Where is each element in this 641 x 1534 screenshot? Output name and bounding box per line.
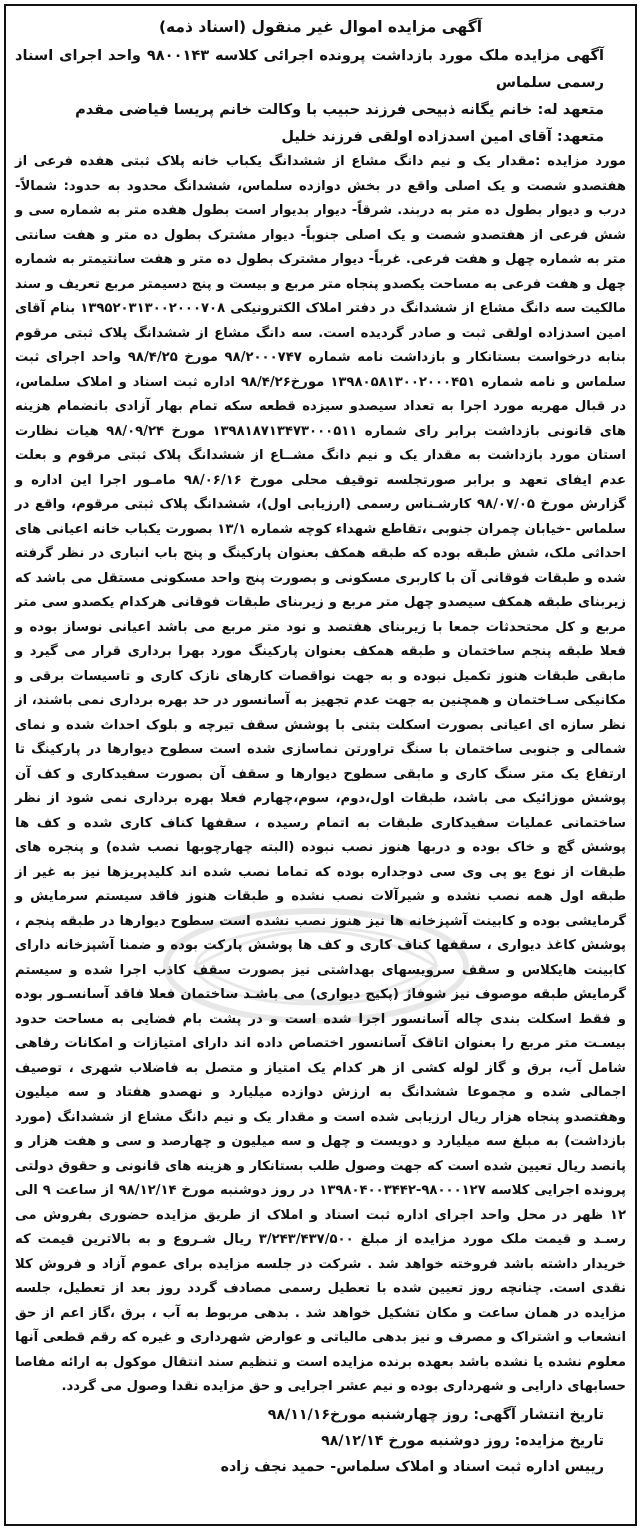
auction-date: تاریخ مزایده: روز دوشنبه مورخ ۹۸/۱۲/۱۴ (321, 1432, 604, 1449)
notice-footer (15, 1402, 626, 1480)
obligee-line: متعهد له: خانم یگانه ذبیحی فرزند حبیب با وکالت خانم پریسا فیاضی مقدم (75, 101, 604, 118)
obligor-line: متعهد: آقای امین اسدزاده اولقی فرزند خلیل (281, 128, 604, 145)
notice-title: آگهی مزایده اموال غیر منقول (اسناد ذمه) (158, 18, 483, 36)
publish-date: تاریخ انتشار آگهی: روز چهارشنبه مورخ۹۸/۱۱/۱۶ (267, 1406, 604, 1423)
notice-page (4, 4, 637, 1526)
notice-body: مورد مزایده :مقدار یک و نیم دانگ مشاع از ششدانگ یکباب خانه پلاک ثبتی هفده فرعی از هفتصدو شصت و یک اصلی واقع در بخش دوازده سلماس، ششدانگ محدود به حدود: شمالاً- درب و دیوار بطول ده متر به دربند. شرقاً- دیوار بدیوار است بطول هفده متر به شماره سی و شش فرعی از هفتصدو شصت و یک اصلی جنوباً- دیوار مشترک بطول ده متر و هفت سانتی متر به شماره چهل و هفت فرعی. غرباً- دیوار مشترک بطول ده متر و هفت سانتیمتر به شماره چهل و هفت فرعی به مساحت یکصدو پنجاه متر مربع و بیست و پنج دسیمتر مربع تعریف و سند مالکیت سه دانگ مشاع از ششدانگ در دفتر املاک الکترونیکی ۱۳۹۵۲۰۳۱۳۰۰۲۰۰۰۷۰۸ بنام آقای امین اسدزاده اولقی ثبت و صادر گردیده است. سه دانگ مشاع از ششدانگ پلاک ثبتی مرقوم بنابه درخواست بستانکار و بازداشت نامه شماره ۹۸/۲۰۰۰۷۴۷ مورخ ۹۸/۴/۲۵ واحد اجرای ثبت سلماس و نامه شماره ۱۳۹۸۰۵۸۱۳۰۰۲۰۰۰۴۵۱ مورخ۹۸/۴/۲۶ اداره ثبت اسناد و املاک سلماس، در قبال مهریه مورد اجرا به تعداد سیصدو سیزده قطعه سکه تمام بهار آزادی بانضمام هزینه های قانونی بازداشت برابر رای شماره ۱۳۹۸۱۸۷۱۳۴۷۳۰۰۰۵۱۱ مورخ ۹۸/۰۹/۲۴ هیات نظارت استان مورد بازداشت به مقدار یک و نیم دانگ مشــاع از ششدانگ پلاک ثبتی مرقوم و بعلت عدم ایفای تعهد و برابر صورتجلسه توقیف محلی مورخ ۹۸/۰۶/۱۶ مامـور اجرا این اداره و گزارش مورخ ۹۸/۰۷/۰۵ کارشـناس رسمی (ارزیابی اول)، ششدانگ پلاک ثبتی مرقوم، واقع در سلماس -خیابان چمران جنوبی ،تقاطع شهداء کوچه شماره ۱۳/۱ بصورت یکباب خانه اعیانی های احداثی ملک، شش طبقه بوده که طبقه همکف بعنوان پارکینگ و پنج باب انباری در نظر گرفته شده و طبقات فوقانی آن با کاربری مسکونی و بصورت پنج واحد مسکونی مستقل می باشد که زیربنای طبقه همکف سیصدو چهل متر مربع و زیربنای طبقات فوقانی هرکدام یکصدو سی متر مربع و کل محتحدثات جمعا با زیربنای هفتصد و نود متر مربع می باشد اعیانی نوساز بوده و فعلا طبقه پنجم ساختمان و طبقه همکف بعنوان پارکینگ مورد بهرا برداری قرار می گیرد و مابقی طبقات هنوز تکمیل نبوده و به جهت نواقصات کارهای نازک کاری و تاسیسات برقی و مکانیکی سـاختمان و همچنین به جهت عدم تجهیز به آسانسور در حد بهره برداری نمی باشند، از نظر سازه ای اعیانی بصورت اسکلت بتنی با پوشش سقف تیرچه و بلوک احداث شده و نمای شمالی و جنوبی ساختمان با سنگ تراورتن نماسازی شده است سطوح دیوارها در پارکینگ تا ارتفاع یک متر سنگ کاری و مابقی سطوح دیوارها و سقف آن بصورت سفیدکاری و کف آن پوشش موزائیک می باشد، طبقات اول،دوم، سوم،چهارم فعلا بهره برداری نمی شود از نظر ساختمانی عملیات سفیدکاری طبقات به اتمام رسیده ، سقفها کناف کاری شده و کف ها پوشش گچ و خاک بوده و دربها هنوز نصب نبوده (البته چهارچوبها نصب شده) و پنجره های طبقات از نوع یو پی وی سی دوجداره بوده که تماما نصب شده اند کلیدپریزها نیز به غیر از طبقه اول همه نصب نشده و شیرآلات نصب نشده و طبقات هنوز فاقد سیستم سرمایش و گرمایشی بوده و کابینت آشپزخانه ها نیز هنوز نصب نشده است سطوح دیوارها در طبقه پنجم ، پوشش کاغذ دیواری ، سقفها کناف کاری و کف ها پوشش پارکت بوده و ضمنا آشپزخانه دارای کابینت هایکلاس و سقف سرویسهای بهداشتی نیز بصورت سقف کاذب اجرا شده و سیستم گرمایش طبقه موصوف نیز شوفاژ (پکیج دیواری) می باشـد ساختمان فعلا فاقد آسانسـور بوده و فقط اسکلت بندی چاله آسانسور اجرا شده است و در پشت بام فضایی به مساحت حدود بیسـت متر مربع را بعنوان اتاقک آسانسور اختصاص داده اند دارای امتیازات و امکانات رفاهی شامل آب، برق و گاز لوله کشی از هر کدام یک امتیاز و متصل به فاضلاب شهری ، توصیف اجمالی شده و مجموعا ششدانگ به ارزش دوازده میلیارد و نهصدو هفتاد و سه میلیون وهفتصدو پنجاه هزار ریال ارزیابی شده است و مقدار یک و نیم دانگ مشاع از ششدانگ (مورد بازداشت) به مبلغ سه میلیارد و دویست و چهل و سه میلیون و چهارصد و سی و هفت هزار و پانصد ریال تعیین شده است که جهت وصول طلب بستانکار و هزینه های قانونی و حقوق دولتی پرونده اجرایی کلاسه ۹۸۰۰۰۱۲۷-۱۳۹۸۰۴۰۰۳۴۴۲ در روز دوشنبه مورخ ۹۸/۱۲/۱۴ از ساعت ۹ الی ۱۲ ظهر در محل واحد اجرای اداره ثبت اسناد و املاک از طریق مزایده حضوری بفروش می رسـد و قیمت ملک مورد مزایده از مبلغ ۳/۲۴۳/۴۳۷/۵۰۰ ریال شـروع و به بالاترین قیمت که خریدار داشته باشد فروخته خواهد شد . شرکت در جلسه مزایده برای عموم آزاد و فروش کلا نقدی است. چنانچه روز تعیین شده با تعطیل رسمی مصادف گردد روز بعد از تعطیل، جلسه مزایده در همان ساعت و مکان تشکیل خواهد شد . بدهی مربوط به آب ، برق ،گاز اعم از حق انشعاب و اشتراک و مصرف و نیز بدهی مالیاتی و عوارض شهرداری و غیره که رقم قطعی آنها معلوم نشده یا نشده باشد بعهده برنده مزایده است و تنظیم سند انتقال موکول به ارائه مفاصا حسابهای دارایی و شهرداری بوده و نیم عشر اجرایی و حق مزایده نقدا وصول می گردد. (15, 154, 627, 1394)
signature-line: رییس اداره ثبت اسناد و املاک سلماس- حمید نجف زاده (220, 1458, 604, 1475)
notice-intro: آگهی مزایده ملک مورد بازداشت پرونده اجرائی کلاسه ۹۸۰۰۱۴۳ واحد اجرای اسناد رسمی سلماس (15, 47, 604, 91)
